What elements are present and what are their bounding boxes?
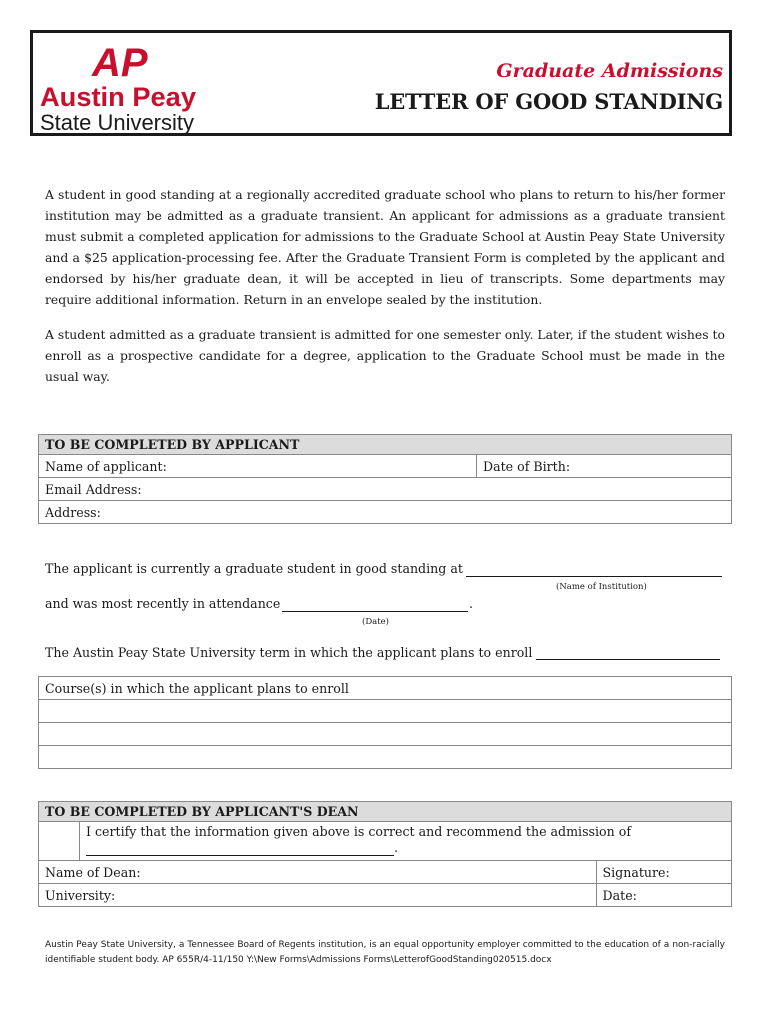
signature-field[interactable] bbox=[596, 861, 731, 884]
course-row-1[interactable] bbox=[39, 700, 732, 723]
signature-label: Signature: bbox=[602, 864, 670, 880]
department-title: Graduate Admissions bbox=[496, 60, 723, 82]
recommended-student-field[interactable] bbox=[86, 844, 394, 856]
applicant-section-header: TO BE COMPLETED BY APPLICANT bbox=[39, 435, 732, 455]
dean-section-table bbox=[38, 801, 732, 907]
institution-caption: (Name of Institution) bbox=[556, 582, 647, 592]
email-address-label: Email Address: bbox=[45, 481, 142, 497]
course-row-2[interactable] bbox=[39, 723, 732, 746]
university-logo bbox=[40, 38, 200, 134]
dean-name-field[interactable] bbox=[39, 861, 597, 884]
intro-paragraph-2: A student admitted as a graduate transient is admitted for one semester only. Later, if the student wishes to enroll as a prospective candidate for a degree, application to the Graduate School must be made in the usual way. bbox=[45, 327, 725, 384]
address-label: Address: bbox=[45, 504, 101, 520]
courses-table bbox=[38, 676, 732, 769]
certify-cell bbox=[80, 822, 732, 861]
date-of-birth-field[interactable] bbox=[477, 455, 732, 478]
certify-statement: I certify that the information given above is correct and recommend the admission of bbox=[86, 824, 631, 839]
dean-name-label: Name of Dean: bbox=[45, 864, 141, 880]
dean-date-label: Date: bbox=[602, 887, 637, 903]
institution-name-field[interactable] bbox=[466, 576, 722, 577]
email-address-field[interactable] bbox=[39, 478, 732, 501]
dean-date-field[interactable] bbox=[596, 884, 731, 907]
applicant-section-table bbox=[38, 434, 732, 524]
standing-statement: The applicant is currently a graduate student in good standing at bbox=[45, 561, 463, 576]
document-title: LETTER OF GOOD STANDING bbox=[374, 89, 723, 114]
enroll-term-field[interactable] bbox=[536, 659, 720, 660]
attendance-period: . bbox=[469, 596, 474, 611]
applicant-name-label: Name of applicant: bbox=[45, 458, 167, 474]
applicant-name-field[interactable] bbox=[39, 455, 477, 478]
date-caption: (Date) bbox=[362, 617, 389, 627]
dean-section-header: TO BE COMPLETED BY APPLICANT'S DEAN bbox=[39, 802, 732, 822]
courses-header: Course(s) in which the applicant plans to enroll bbox=[39, 677, 732, 700]
address-field[interactable] bbox=[39, 501, 732, 524]
term-statement: The Austin Peay State University term in which the applicant plans to enroll bbox=[45, 645, 533, 660]
university-field[interactable] bbox=[39, 884, 597, 907]
dean-indent-cell bbox=[39, 822, 80, 861]
attendance-statement: and was most recently in attendance bbox=[45, 596, 281, 611]
footer-text: Austin Peay State University, a Tennessee Board of Regents institution, is an equal opportunity employer committed to the education of a non-racially identifiable student body. AP 655R/4-11/150 Y:\New Forms\Admissions Forms\LetterofGoodStanding020515.docx bbox=[45, 940, 725, 965]
attendance-date-field[interactable] bbox=[282, 611, 468, 612]
logo-ap-text: AP bbox=[92, 41, 148, 85]
date-of-birth-label: Date of Birth: bbox=[483, 458, 571, 474]
certify-period: . bbox=[394, 840, 399, 855]
course-row-3[interactable] bbox=[39, 746, 732, 769]
intro-paragraph-1: A student in good standing at a regionally accredited graduate school who plans to return to his/her former institution may be admitted as a graduate transient. An applicant for admissions as a graduate transient must submit a completed application for admissions to the Graduate School at Austin Peay State University and a $25 application-processing fee. After the Graduate Transient Form is completed by the applicant and endorsed by his/her graduate dean, it will be accepted in lieu of transcripts. Some departments may require additional information. Return in an envelope sealed by the institution. bbox=[45, 187, 725, 307]
university-label: University: bbox=[45, 887, 116, 903]
logo-state-university-text: State University bbox=[40, 110, 194, 134]
logo-austin-peay-text: Austin Peay bbox=[40, 82, 196, 112]
